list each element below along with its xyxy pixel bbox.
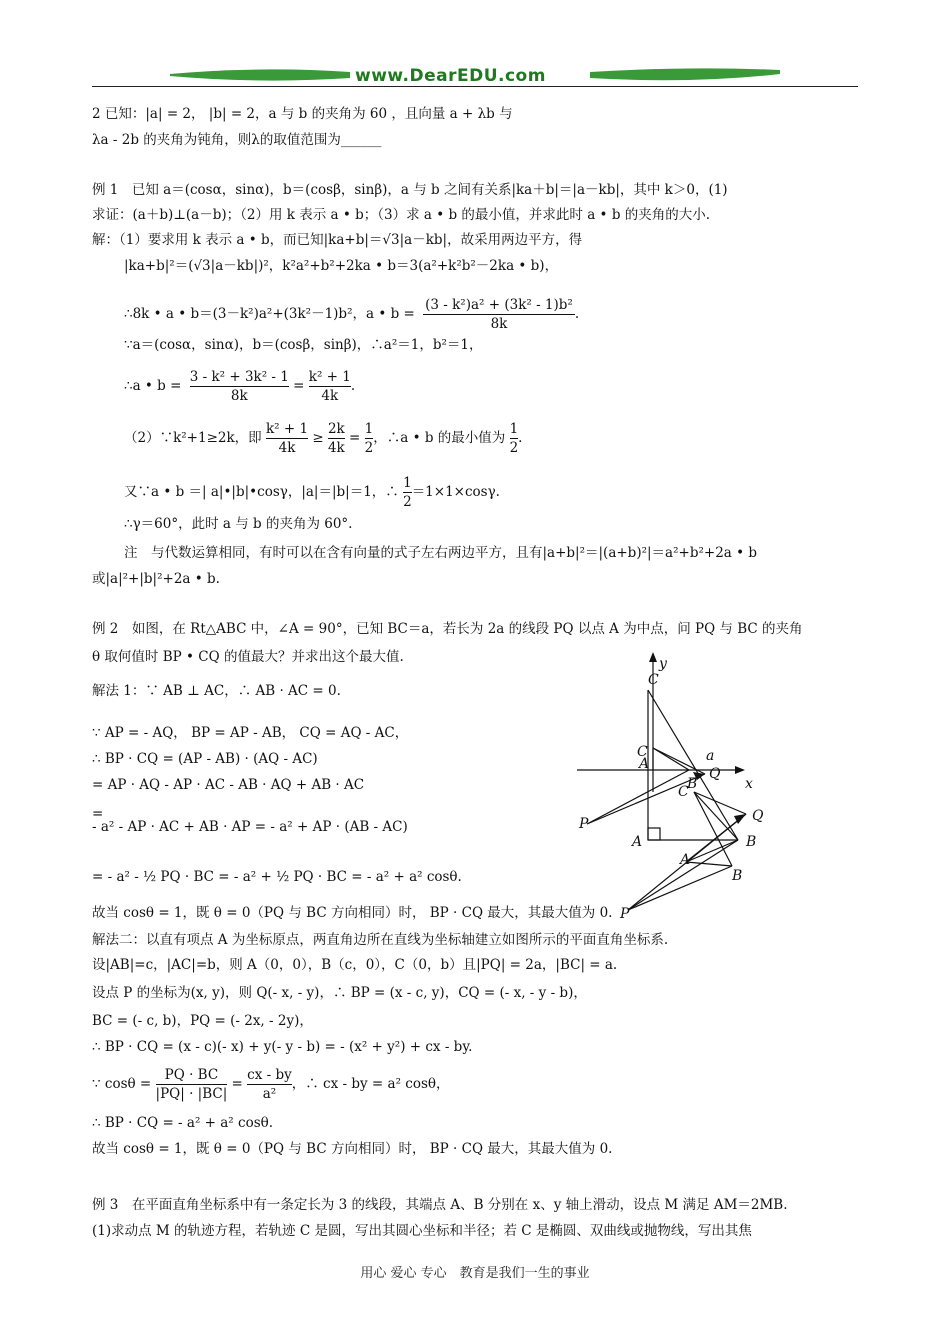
fig1-label-A2: A	[680, 852, 691, 868]
ex2-sol1: 解法 1：∵ AB ⊥ AC，∴ AB · AC = 0.	[92, 683, 341, 699]
ex2-sol5b: - a² - AP · AC + AB · AP = - a² + AP · (AB - AC)	[92, 819, 408, 835]
fig2-label-x: x	[745, 776, 753, 792]
ex2-m6-den1: |PQ| · |BC|	[155, 1086, 228, 1102]
fig2-x-arrow	[735, 766, 745, 774]
figure-2	[575, 652, 765, 832]
ex1-line8-num2: 2k	[327, 421, 345, 437]
ex1-line8-num1: k² + 1	[265, 421, 309, 437]
fig1-label-B: B	[746, 834, 757, 850]
fig1-label-C2: C	[678, 784, 689, 800]
ex2-line1: 例 2 如图，在 Rt△ABC 中，∠A = 90°，已知 BC＝a，若长为 2a 的线段 PQ 以点 A 为中点，问 PQ 与 BC 的夹角	[92, 621, 803, 637]
q2-line2: λa - 2b 的夹角为钝角，则λ的取值范围为______	[92, 132, 382, 148]
ex1-line9	[124, 474, 500, 511]
site-logo-text: www.DearEDU.com	[355, 66, 546, 86]
ex2-m6-num1: PQ · BC	[156, 1066, 228, 1085]
ex1-line7-text: ∴a • b =	[124, 378, 182, 394]
ex2-method2-1: 解法二：以直有项点 A 为坐标原点，两直角边所在直线为坐标轴建立如图所示的平面直角坐标系.	[92, 932, 669, 948]
ex2-sol3: ∴ BP · CQ = (AP - AB) · (AQ - AC)	[92, 751, 318, 767]
ex2-m6-text: ∵ cosθ =	[92, 1076, 152, 1092]
ex2-m6-den2: a²	[262, 1086, 277, 1102]
ex3-line2: (1)求动点 M 的轨迹方程，若轨迹 C 是圆，写出其圆心坐标和半径；若 C 是椭圆、双曲线或抛物线，写出其焦	[92, 1223, 752, 1239]
ex1-line7-den1: 8k	[230, 388, 248, 404]
ex1-line9-num: 1	[403, 475, 412, 491]
fig1-line-A2B	[686, 840, 738, 862]
fig1-line-A2B2	[686, 862, 732, 866]
ex3-line1: 例 3 在平面直角坐标系中有一条定长为 3 的线段，其端点 A、B 分别在 x、y 轴上滑动，设点 M 满足 AM＝2MB.	[92, 1197, 788, 1213]
ex2-line2: θ 取何值时 BP • CQ 的值最大？并求出这个最大值.	[92, 649, 404, 665]
ex2-method2-7: ∴ BP · CQ = - a² + a² cosθ.	[92, 1115, 274, 1131]
ex1-line3: 解：（1）要求用 k 表示 a • b，而已知|ka+b|＝√3|a－kb|，故采用两边平方，得	[92, 232, 583, 248]
fig1-line-PB	[628, 840, 738, 910]
ex2-sol4: = AP · AQ - AP · AC - AB · AQ + AB · AC	[92, 777, 365, 793]
ex1-line8-den1: 4k	[278, 440, 296, 456]
ex1-line8-min-num: 1	[509, 421, 519, 437]
ex1-note2: 或|a|²+|b|²+2a • b.	[92, 571, 220, 587]
ex2-sol2: ∵ AP = - AQ， BP = AP - AB， CQ = AQ - AC，	[92, 725, 409, 741]
ex1-line7-den2: 4k	[321, 388, 339, 404]
fig2-label-P: P	[579, 816, 589, 832]
ex1-line7-num1: 3 - k² + 3k² - 1	[189, 369, 289, 385]
fig1-label-C: C	[648, 672, 659, 688]
fig1-line-PB2	[628, 866, 732, 910]
ex2-method2-3: 设点 P 的坐标为(x, y)，则 Q(- x, - y)，∴ BP = (x - c, y)，CQ = (- x, - y - b)，	[92, 985, 587, 1001]
ex1-line5-text: ∴8k • a • b＝(3－k²)a²+(3k²－1)b²，a • b =	[124, 306, 415, 322]
ex2-method2-2: 设|AB|=c，|AC|=b，则 A（0，0），B（c，0），C（0，b）且|PQ| = 2a，|BC| = a.	[92, 957, 618, 973]
fig1-label-a: a	[706, 748, 715, 764]
ex2-method2-6: ∵ cosθ = $\frac{PQ \cdot BC}{|PQ| \cdot |BC|}$ = $\frac{cx - by}{\text{a²}}$ ，∴ cx - by = a² cosθ，	[92, 1067, 450, 1102]
ex1-line7: ∴a • b = $\frac{\text{3 - k² + 3k² - 1}}{8k}$ = $\frac{\text{k² + 1}}{4k}$ .	[124, 369, 356, 404]
ex1-line8-min-den: 2	[509, 440, 519, 456]
fig1-label-Q: Q	[752, 808, 764, 824]
q2-line1: 2 已知：|a| = 2， |b| = 2，a 与 b 的夹角为 60 ，且向量 a + λb 与	[92, 106, 513, 122]
ex2-method2-5: ∴ BP · CQ = (x - c)(- x) + y(- y - b) = - (x² + y²) + cx - by.	[92, 1039, 473, 1055]
ex1-line2: 求证：(a＋b)⊥(a－b)；（2）用 k 表示 a • b；（3）求 a • b 的最小值，并求此时 a • b 的夹角的大小.	[92, 207, 711, 223]
ex1-line10: ∴γ＝60°，此时 a 与 b 的夹角为 60°.	[124, 516, 353, 532]
ex1-line9-den: 2	[403, 494, 412, 510]
ex2-sol6: = - a² - ½ PQ · BC = - a² + ½ PQ · BC = - a² + a² cosθ.	[92, 869, 462, 885]
ex1-note1: 注 与代数运算相同，有时可以在含有向量的式子左右两边平方，且有|a+b|²＝|(a+b)²|＝a²+b²+2a • b	[124, 545, 758, 561]
ex1-line7-num2: k² + 1	[308, 369, 351, 385]
ex1-line6: ∵a＝(cosα，sinα)，b＝(cosβ，sinβ)，∴a²＝1，b²＝1，	[124, 337, 483, 353]
fig2-line-PB	[587, 770, 689, 824]
fig2-label-y: y	[659, 656, 667, 672]
ex2-sol7: 故当 cosθ = 1，既 θ = 0（PQ 与 BC 方向相同）时， BP · CQ 最大，其最大值为 0.	[92, 905, 613, 921]
ex1-line8-den3: 2	[364, 440, 374, 456]
fig1-label-P: P	[620, 906, 630, 922]
ex1-line8: （2）∵k²+1≥2k，即 $\frac{\text{k² + 1}}{4k}$ ≥ $\frac{2k}{4k}$ = $\frac{1}{2}$ ，∴a • b 的最小值为 $\frac{1}{2}$ .	[124, 421, 523, 456]
fig2-label-B: B	[687, 776, 698, 792]
ex2-m6-num2: cx - by	[247, 1067, 292, 1083]
header-rule	[92, 86, 858, 87]
ex1-line9-text2: ＝1×1×cosγ.	[411, 484, 500, 500]
ex2-sol5a: =	[92, 806, 104, 822]
ex1-line8-den2: 4k	[327, 440, 345, 456]
ex1-line8-num3: 1	[364, 421, 374, 437]
ex2-method2-8: 故当 cosθ = 1，既 θ = 0（PQ 与 BC 方向相同）时， BP · CQ 最大，其最大值为 0.	[92, 1141, 613, 1157]
ex1-line5: ∴8k • a • b＝(3－k²)a²+(3k²－1)b²，a • b = $\frac{\text{(3 - k²)a² + (3k² - 1)b²}}{8k}$ .	[124, 297, 580, 332]
page-footer: 用心 爱心 专心 教育是我们一生的事业	[360, 1266, 590, 1281]
fig2-label-A: A	[639, 756, 650, 772]
ex1-line1: 例 1 已知 a＝(cosα，sinα)，b＝(cosβ，sinβ)，a 与 b 之间有关系|ka＋b|＝|a－kb|，其中 k＞0，(1)	[92, 182, 728, 198]
ex1-line9-text: 又∵a • b ＝| a|•|b|•cosγ，|a|＝|b|＝1，∴	[124, 484, 399, 500]
fig2-label-C: C	[637, 744, 648, 760]
ex2-method2-4: BC = (- c, b)，PQ = (- 2x, - 2y)，	[92, 1013, 313, 1029]
fig2-label-Q: Q	[709, 766, 721, 782]
ex1-line8-text: （2）∵k²+1≥2k，即	[124, 430, 262, 446]
ex1-line4: |ka+b|²＝(√3|a－kb|)²，k²a²+b²+2ka • b＝3(a²+k²b²－2ka • b)，	[124, 258, 559, 274]
ex1-line8-text2: ，∴a • b 的最小值为	[373, 430, 506, 446]
fig1-label-A: A	[632, 834, 643, 850]
ex2-m6-text2: ，∴ cx - by = a² cosθ，	[291, 1076, 450, 1092]
fig1-label-B2: B	[732, 868, 743, 884]
ex1-line5-num: (3 - k²)a² + (3k² - 1)b²	[425, 297, 573, 313]
ex1-line5-den: 8k	[490, 316, 508, 332]
fig2-y-arrow	[649, 652, 657, 662]
